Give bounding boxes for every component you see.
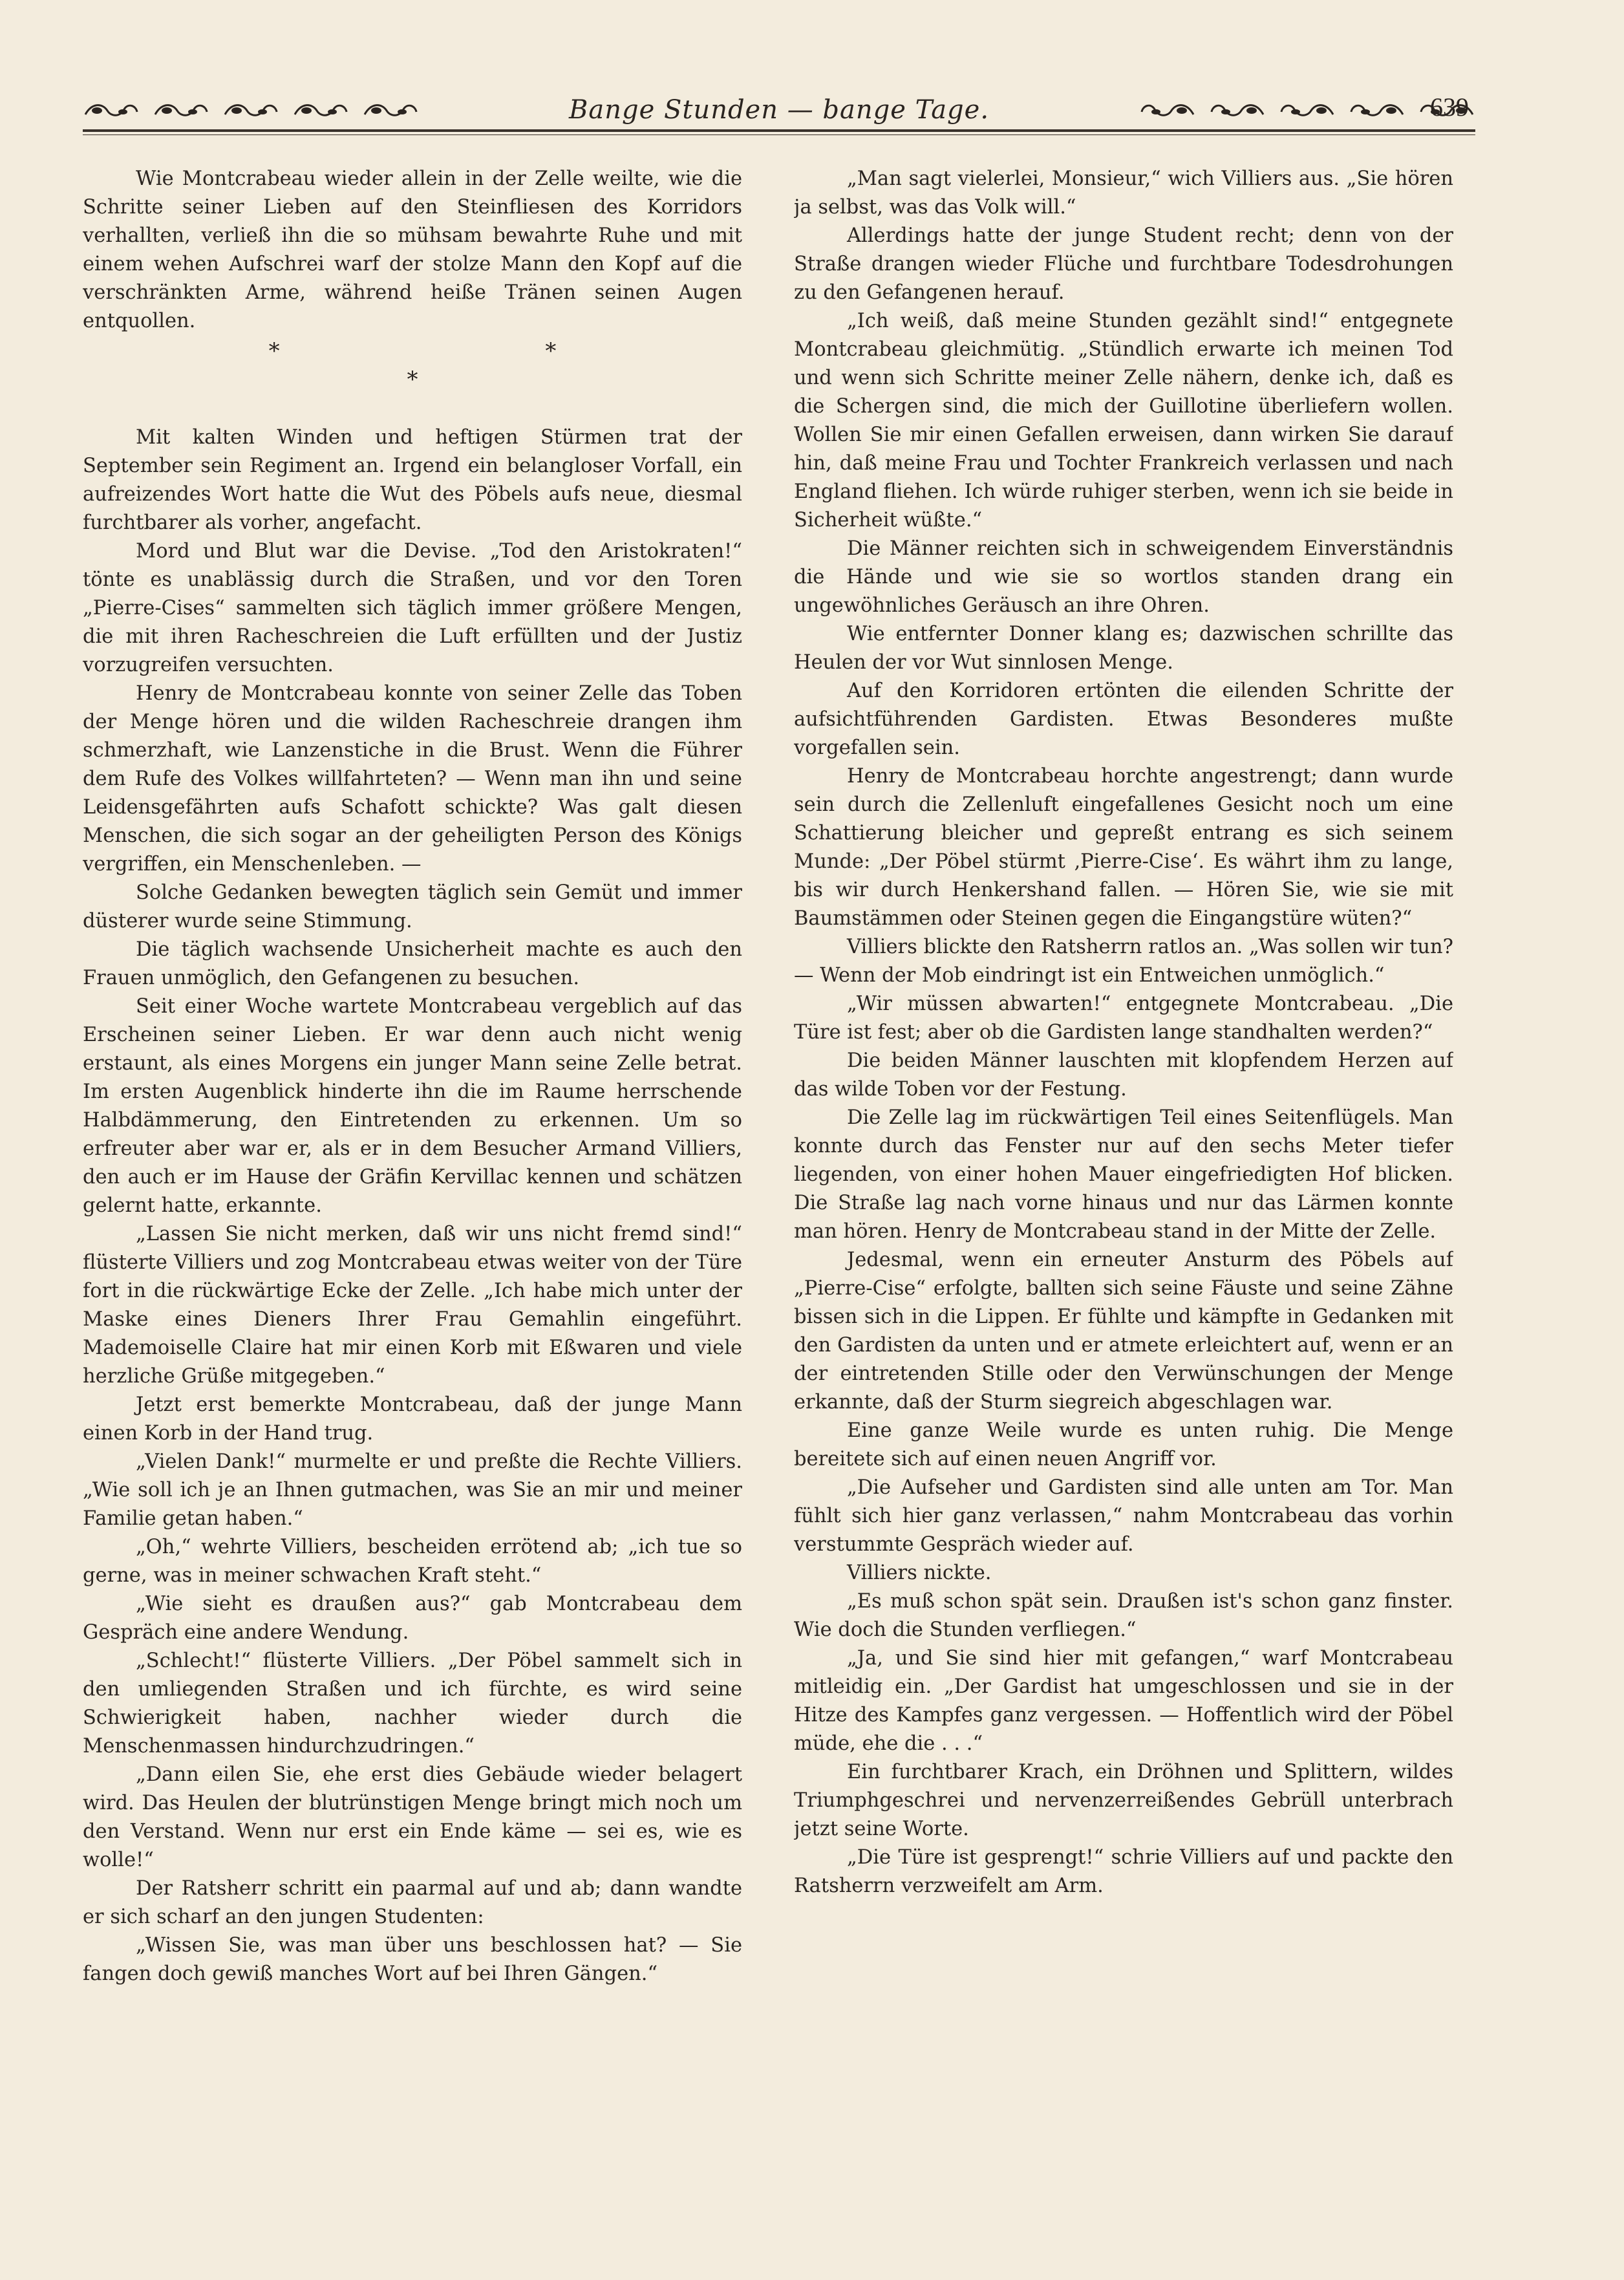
- paragraph: „Dann eilen Sie, ehe erst dies Gebäude wieder belagert wird. Das Heulen der blutrünstigen Menge bringt mich noch um den Verstand. Wenn nur erst ein Ende käme — sei es, wie es wolle!“: [83, 1763, 742, 1871]
- paragraph: Solche Gedanken bewegten täglich sein Gemüt und immer düsterer wurde seine Stimmung.: [83, 881, 742, 932]
- paragraph: Villiers nickte.: [847, 1562, 992, 1584]
- left-ornament-group: [83, 100, 419, 120]
- page-number: 639: [1430, 92, 1469, 122]
- paragraph: „Die Aufseher und Gardisten sind alle unten am Tor. Man fühlt sich hier ganz verlassen,“ nahm Montcrabeau das vorhin verstummte Gespräch wieder auf.: [794, 1476, 1453, 1556]
- paragraph: Allerdings hatte der junge Student recht; denn von der Straße drangen wieder Flüche und furchtbare Todesdrohungen zu den Gefangenen herauf.: [794, 224, 1453, 304]
- paragraph: „Wie sieht es draußen aus?“ gab Montcrabeau dem Gespräch eine andere Wendung.: [83, 1593, 742, 1644]
- running-header: [83, 91, 1475, 129]
- leaf-scroll-ornament-icon: [1279, 100, 1336, 120]
- paragraph: Mit kalten Winden und heftigen Stürmen trat der September sein Regiment an. Irgend ein belangloser Vorfall, ein aufreizendes Wort hatte die Wut des Pöbels aufs neue, diesmal furchtbarer als vorher, angefacht.: [83, 426, 742, 534]
- paragraph: „Man sagt vielerlei, Monsieur,“ wich Villiers aus. „Sie hören ja selbst, was das Volk will.“: [794, 167, 1453, 219]
- paragraph: Die beiden Männer lauschten mit klopfendem Herzen auf das wilde Toben vor der Festung.: [794, 1049, 1453, 1101]
- header-rule-thick: [83, 129, 1475, 132]
- paragraph: Die Männer reichten sich in schweigendem Einverständnis die Hände und wie sie so wortlos standen drang ein ungewöhnliches Geräusch an ihre Ohren.: [794, 537, 1453, 617]
- right-ornament-group: [1139, 100, 1475, 120]
- section-break-stars: * * *: [268, 338, 686, 393]
- paragraph: Eine ganze Weile wurde es unten ruhig. Die Menge bereitete sich auf einen neuen Angriff vor.: [794, 1419, 1453, 1470]
- leaf-scroll-ornament-icon: [292, 100, 349, 120]
- paragraph: „Vielen Dank!“ murmelte er und preßte die Rechte Villiers. „Wie soll ich je an Ihnen gutmachen, was Sie an mir und meiner Familie getan haben.“: [83, 1450, 742, 1530]
- paragraph: Jedesmal, wenn ein erneuter Ansturm des Pöbels auf „Pierre-Cise“ erfolgte, ballten sich seine Fäuste und seine Zähne bissen sich in die Lippen. Er fühlte und kämpfte in Gedanken mit den Gardisten da unten und er atmete erleichtert auf, wenn er an der eintretenden Stille oder den Verwünschungen der Menge erkannte, daß der Sturm siegreich abgeschlagen war.: [794, 1249, 1453, 1414]
- paragraph: „Lassen Sie nicht merken, daß wir uns nicht fremd sind!“ flüsterte Villiers und zog Montcrabeau etwas weiter von der Türe fort in die rückwärtige Ecke der Zelle. „Ich habe mich unter der Maske eines Dieners Ihrer Frau Gemahlin eingeführt. Mademoiselle Claire hat mir einen Korb mit Eßwaren und viele herzliche Grüße mitgegeben.“: [83, 1223, 742, 1388]
- leaf-scroll-ornament-icon: [1349, 100, 1405, 120]
- leaf-scroll-ornament-icon: [222, 100, 279, 120]
- leaf-scroll-ornament-icon: [1139, 100, 1196, 120]
- paragraph: Mord und Blut war die Devise. „Tod den Aristokraten!“ tönte es unablässig durch die Straßen, und vor den Toren „Pierre-Cises“ sammelten sich täglich immer größere Mengen, die mit ihren Racheschreien die Luft erfüllten und der Justiz vorzugreifen versuchten.: [83, 540, 742, 676]
- paragraph: „Ich weiß, daß meine Stunden gezählt sind!“ entgegnete Montcrabeau gleichmütig. „Stündlich erwarte ich meinen Tod und wenn sich Schritte meiner Zelle nähern, denke ich, daß es die Schergen sind, die mich der Guillotine überliefern wollen. Wollen Sie mir einen Gefallen erweisen, dann wirken Sie darauf hin, daß meine Frau und Tochter Frankreich verlassen und nach England fliehen. Ich würde ruhiger sterben, wenn ich sie beide in Sicherheit wüßte.“: [794, 310, 1453, 532]
- paragraph: Die täglich wachsende Unsicherheit machte es auch den Frauen unmöglich, den Gefangenen zu besuchen.: [83, 938, 742, 989]
- leaf-scroll-ornament-icon: [1209, 100, 1266, 120]
- paragraph: „Schlecht!“ flüsterte Villiers. „Der Pöbel sammelt sich in den umliegenden Straßen und ich fürchte, es wird seine Schwierigkeit haben, nachher wieder durch die Menschenmassen hindurchzudringen.“: [83, 1650, 742, 1758]
- running-title: Bange Stunden — bange Tage.: [568, 95, 990, 125]
- paragraph: Villiers blickte den Ratsherrn ratlos an. „Was sollen wir tun? — Wenn der Mob eindringt ist ein Entweichen unmöglich.“: [794, 936, 1453, 987]
- paragraph: Ein furchtbarer Krach, ein Dröhnen und Splittern, wildes Triumphgeschrei und nervenzerreißendes Gebrüll unterbrach jetzt seine Worte.: [794, 1761, 1453, 1840]
- paragraph: „Es muß schon spät sein. Draußen ist's schon ganz finster. Wie doch die Stunden verfliegen.“: [794, 1590, 1453, 1641]
- paragraph: Wie entfernter Donner klang es; dazwischen schrillte das Heulen der vor Wut sinnlosen Menge.: [794, 623, 1453, 674]
- paragraph: Seit einer Woche wartete Montcrabeau vergeblich auf das Erscheinen seiner Lieben. Er war denn auch nicht wenig erstaunt, als eines Morgens ein junger Mann seine Zelle betrat. Im ersten Augenblick hinderte ihn die im Raume herrschende Halbdämmerung, den Eintretenden zu erkennen. Um so erfreuter aber war er, als er in dem Besucher Armand Villiers, den auch er im Hause der Gräfin Kervillac kennen und schätzen gelernt hatte, erkannte.: [83, 995, 742, 1217]
- leaf-scroll-ornament-icon: [83, 100, 140, 120]
- right-column: [794, 165, 1453, 2260]
- paragraph: Die Zelle lag im rückwärtigen Teil eines Seitenflügels. Man konnte durch das Fenster nur auf den sechs Meter tiefer liegenden, von einer hohen Mauer eingefriedigten Hof blicken. Die Straße lag nach vorne hinaus und nur das Lärmen konnte man hören. Henry de Montcrabeau stand in der Mitte der Zelle.: [794, 1106, 1453, 1243]
- paragraph: „Wissen Sie, was man über uns beschlossen hat? — Sie fangen doch gewiß manches Wort auf bei Ihren Gängen.“: [83, 1934, 742, 1985]
- paragraph: Der Ratsherr schritt ein paarmal auf und ab; dann wandte er sich scharf an den jungen Studenten:: [83, 1877, 742, 1928]
- paragraph: „Wir müssen abwarten!“ entgegnete Montcrabeau. „Die Türe ist fest; aber ob die Gardisten lange standhalten werden?“: [794, 993, 1453, 1044]
- paragraph: Henry de Montcrabeau konnte von seiner Zelle das Toben der Menge hören und die wilden Racheschreie drangen ihm schmerzhaft, wie Lanzenstiche in die Brust. Wenn die Führer dem Rufe des Volkes willfahrteten? — Wenn man ihn und seine Leidensgefährten aufs Schafott schickte? Was galt diesen Menschen, die sich sogar an der geheiligten Person des Königs vergriffen, ein Menschenleben. —: [83, 682, 742, 876]
- paragraph: „Oh,“ wehrte Villiers, bescheiden errötend ab; „ich tue so gerne, was in meiner schwachen Kraft steht.“: [83, 1536, 742, 1587]
- leaf-scroll-ornament-icon: [362, 100, 419, 120]
- paragraph: Jetzt erst bemerkte Montcrabeau, daß der junge Mann einen Korb in der Hand trug.: [83, 1393, 742, 1445]
- paragraph: „Die Türe ist gesprengt!“ schrie Villiers auf und packte den Ratsherrn verzweifelt am Arm.: [794, 1846, 1453, 1897]
- leaf-scroll-ornament-icon: [153, 100, 209, 120]
- left-column: [83, 165, 742, 2260]
- paragraph: „Ja, und Sie sind hier mit gefangen,“ warf Montcrabeau mitleidig ein. „Der Gardist hat umgeschlossen und sie in der Hitze des Kampfes ganz vergessen. — Hoffentlich wird der Pöbel müde, ehe die . . .“: [794, 1647, 1453, 1755]
- paragraph: Henry de Montcrabeau horchte angestrengt; dann wurde sein durch die Zellenluft eingefallenes Gesicht noch um eine Schattierung bleicher und gepreßt entrang es sich seinem Munde: „Der Pöbel stürmt ‚Pierre-Cise‘. Es währt ihm zu lange, bis wir durch Henkershand fallen. — Hören Sie, wie sie mit Baumstämmen oder Steinen gegen die Eingangstüre wüten?“: [794, 765, 1453, 930]
- header-rule-thin: [83, 134, 1475, 135]
- paragraph: Wie Montcrabeau wieder allein in der Zelle weilte, wie die Schritte seiner Lieben auf den Steinfliesen des Korridors verhallten, verließ ihn die so mühsam bewahrte Ruhe und mit einem wehen Aufschrei warf der stolze Mann den Kopf auf die verschränkten Arme, während heiße Tränen seinen Augen entquollen.: [83, 167, 742, 332]
- paragraph: Auf den Korridoren ertönten die eilenden Schritte der aufsichtführenden Gardisten. Etwas Besonderes mußte vorgefallen sein.: [794, 680, 1453, 759]
